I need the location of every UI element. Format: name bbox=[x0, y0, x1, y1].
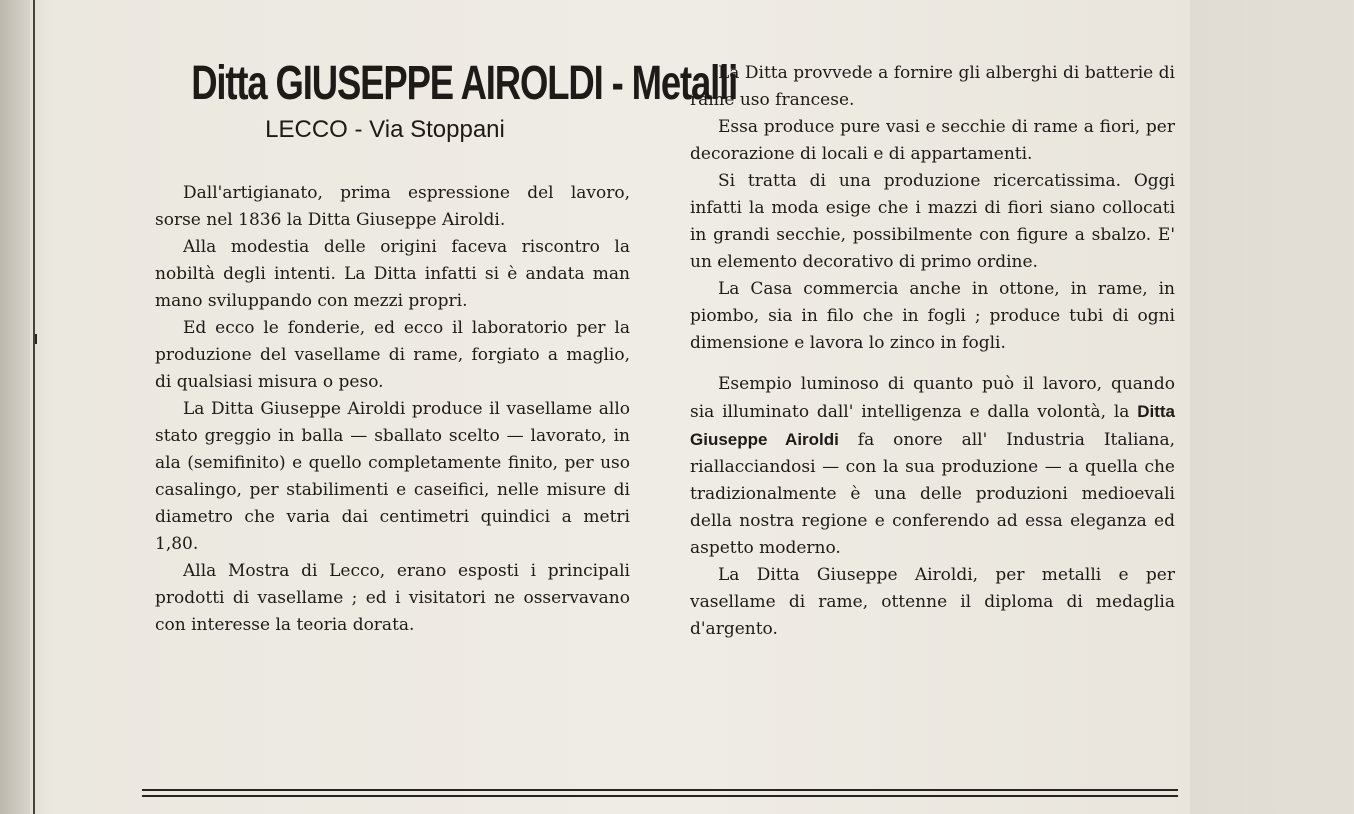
right-paragraph-2: Essa produce pure vasi e secchie di rame a fiori, per decorazione di locali e di appartamenti. bbox=[690, 117, 1175, 164]
page-shadow bbox=[1190, 0, 1354, 814]
bottom-rule-bottom bbox=[142, 795, 1178, 797]
article-subtitle: LECCO - Via Stoppani bbox=[265, 116, 505, 143]
article-title: Ditta GIUSEPPE AIROLDI - Metalli bbox=[191, 57, 738, 110]
emphasis-after: fa onore all' Industria Italiana, riallacciandosi — con la sua produzione — a quella che tradizionalmente è una delle produzioni medioevali della nostra regione e conferendo ad essa eleganza ed aspetto moderno. bbox=[690, 430, 1176, 558]
left-paragraph-5: Alla Mostra di Lecco, erano esposti i principali prodotti di vasellame ; ed i visitatori ne osservavano con interesse la teoria dorata. bbox=[155, 561, 630, 635]
article-header bbox=[130, 57, 738, 145]
right-paragraph-6: La Ditta Giuseppe Airoldi, per metalli e per vasellame di rame, ottenne il diploma di medaglia d'argento. bbox=[690, 565, 1175, 639]
right-paragraph-1: La Ditta provvede a fornire gli alberghi di batterie di rame uso francese. bbox=[690, 63, 1175, 110]
left-column bbox=[155, 180, 630, 639]
margin-mark bbox=[35, 334, 37, 344]
binding-line bbox=[33, 0, 35, 814]
right-paragraph-5 bbox=[690, 371, 1175, 562]
emphasis-before: Esempio luminoso di quanto può il lavoro, quando sia illuminato dall' intelligenza e dalla volontà, la bbox=[690, 374, 1175, 422]
bottom-double-rule bbox=[142, 789, 1178, 799]
right-column bbox=[690, 60, 1175, 643]
right-paragraph-3: Si tratta di una produzione ricercatissima. Oggi infatti la moda esige che i mazzi di fiori siano collocati in grandi secchie, possibilmente con figure a sbalzo. E' un elemento decorativo di primo ordine. bbox=[690, 171, 1175, 272]
company-name-emphasis: Ditta Giuseppe Airoldi bbox=[690, 402, 1175, 449]
bottom-rule-top bbox=[142, 789, 1178, 791]
right-paragraph-4: La Casa commercia anche in ottone, in rame, in piombo, sia in filo che in fogli ; produce tubi di ogni dimensione e lavora lo zinco in fogli. bbox=[690, 279, 1175, 353]
left-paragraph-1: Dall'artigianato, prima espressione del lavoro, sorse nel 1836 la Ditta Giuseppe Airoldi. bbox=[155, 183, 630, 230]
left-paragraph-3: Ed ecco le fonderie, ed ecco il laboratorio per la produzione del vasellame di rame, forgiato a maglio, di qualsiasi misura o peso. bbox=[155, 318, 630, 392]
left-paragraph-2: Alla modestia delle origini faceva riscontro la nobiltà degli intenti. La Ditta infatti si è andata man mano sviluppando con mezzi propri. bbox=[155, 237, 630, 311]
left-paragraph-4: La Ditta Giuseppe Airoldi produce il vasellame allo stato greggio in balla — sballato scelto — lavorato, in ala (semifinito) e quello completamente finito, per uso casalingo, per stabilimenti e caseifici, nelle misure di diametro che varia dai centimetri quindici a metri 1,80. bbox=[155, 399, 630, 554]
page-edge bbox=[0, 0, 30, 814]
